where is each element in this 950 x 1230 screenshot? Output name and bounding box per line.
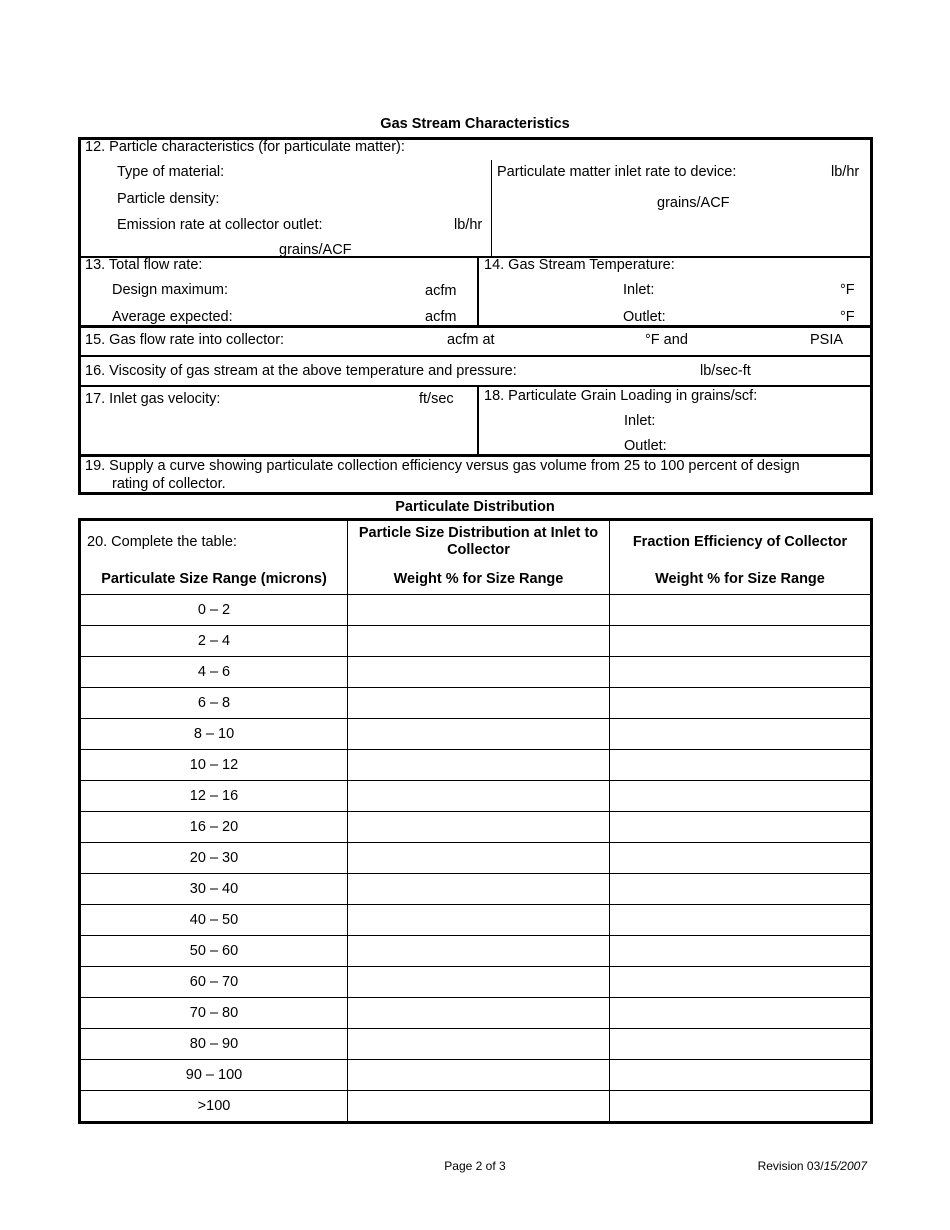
table-row — [80, 1091, 872, 1123]
table-row — [80, 781, 872, 812]
size-range-cell: 50 – 60 — [80, 936, 348, 967]
q15-unit-acfm: acfm at — [447, 332, 495, 348]
size-range-cell: 40 – 50 — [80, 905, 348, 936]
divider — [78, 355, 873, 357]
particulate-distribution-table — [78, 518, 873, 1124]
size-range-cell: >100 — [80, 1091, 348, 1123]
divider — [491, 160, 492, 257]
size-range-cell: 6 – 8 — [80, 688, 348, 719]
efficiency-weight-cell[interactable] — [610, 812, 872, 843]
type-of-material-label: Type of material: — [117, 164, 225, 180]
q16-unit: lb/sec-ft — [700, 363, 751, 379]
size-range-cell: 2 – 4 — [80, 626, 348, 657]
inlet-weight-cell[interactable] — [348, 1060, 610, 1091]
inlet-weight-cell[interactable] — [348, 874, 610, 905]
divider — [78, 325, 873, 328]
col3-header: Fraction Efficiency of Collector — [610, 520, 872, 564]
inlet-weight-cell[interactable] — [348, 657, 610, 688]
efficiency-weight-cell[interactable] — [610, 998, 872, 1029]
size-range-cell: 30 – 40 — [80, 874, 348, 905]
table-row — [80, 719, 872, 750]
efficiency-weight-cell[interactable] — [610, 657, 872, 688]
q19-line1: 19. Supply a curve showing particulate collection efficiency versus gas volume from 25 to 100 percent of design — [85, 458, 800, 474]
inlet-weight-cell[interactable] — [348, 936, 610, 967]
emission-unit-lbhr: lb/hr — [454, 217, 483, 233]
loading-outlet-label: Outlet: — [624, 438, 667, 454]
emission-rate-label: Emission rate at collector outlet: — [117, 217, 323, 233]
q19-line2: rating of collector. — [112, 476, 226, 492]
inlet-weight-cell[interactable] — [348, 719, 610, 750]
efficiency-weight-cell[interactable] — [610, 688, 872, 719]
efficiency-weight-cell[interactable] — [610, 1060, 872, 1091]
table-row — [80, 750, 872, 781]
table-row — [80, 905, 872, 936]
q12-label: 12. Particle characteristics (for particulate matter): — [85, 139, 405, 155]
efficiency-weight-cell[interactable] — [610, 626, 872, 657]
size-range-cell: 16 – 20 — [80, 812, 348, 843]
divider — [477, 257, 479, 326]
table-row — [80, 657, 872, 688]
inlet-unit-lbhr: lb/hr — [831, 164, 860, 180]
revision-date-italic: 15/2007 — [823, 1159, 867, 1173]
size-range-cell: 70 – 80 — [80, 998, 348, 1029]
table-row — [80, 998, 872, 1029]
table-row — [80, 1060, 872, 1091]
sub-header-size-range: Particulate Size Range (microns) — [80, 564, 348, 595]
table-row — [80, 595, 872, 626]
efficiency-weight-cell[interactable] — [610, 595, 872, 626]
page-number: Page 2 of 3 — [444, 1159, 506, 1173]
q20-label: 20. Complete the table: — [80, 520, 348, 564]
size-range-cell: 10 – 12 — [80, 750, 348, 781]
efficiency-weight-cell[interactable] — [610, 936, 872, 967]
inlet-rate-label: Particulate matter inlet rate to device: — [497, 164, 737, 180]
table-row — [80, 626, 872, 657]
inlet-weight-cell[interactable] — [348, 1091, 610, 1123]
size-range-cell: 0 – 2 — [80, 595, 348, 626]
temp-inlet-label: Inlet: — [623, 282, 655, 298]
q15-unit-psia: PSIA — [810, 332, 844, 348]
inlet-weight-cell[interactable] — [348, 905, 610, 936]
efficiency-weight-cell[interactable] — [610, 1029, 872, 1060]
inlet-unit-grains: grains/ACF — [657, 195, 730, 211]
table-row — [80, 874, 872, 905]
design-max-label: Design maximum: — [112, 282, 229, 298]
temp-outlet-unit: °F — [840, 309, 855, 325]
size-range-cell: 8 – 10 — [80, 719, 348, 750]
revision-label: Revision 03/ — [757, 1159, 824, 1173]
col2-header: Particle Size Distribution at Inlet to Collector — [348, 520, 610, 564]
size-range-cell: 60 – 70 — [80, 967, 348, 998]
sub-header-weight-efficiency: Weight % for Size Range — [610, 564, 872, 595]
efficiency-weight-cell[interactable] — [610, 1091, 872, 1123]
average-label: Average expected: — [112, 309, 233, 325]
efficiency-weight-cell[interactable] — [610, 905, 872, 936]
inlet-weight-cell[interactable] — [348, 967, 610, 998]
efficiency-weight-cell[interactable] — [610, 750, 872, 781]
emission-unit-grains: grains/ACF — [279, 242, 352, 256]
inlet-weight-cell[interactable] — [348, 843, 610, 874]
inlet-weight-cell[interactable] — [348, 595, 610, 626]
size-range-cell: 80 – 90 — [80, 1029, 348, 1060]
q17-label: 17. Inlet gas velocity: — [85, 391, 221, 407]
efficiency-weight-cell[interactable] — [610, 719, 872, 750]
q16-label: 16. Viscosity of gas stream at the above temperature and pressure: — [85, 363, 517, 379]
temp-outlet-label: Outlet: — [623, 309, 666, 325]
size-range-cell: 90 – 100 — [80, 1060, 348, 1091]
inlet-weight-cell[interactable] — [348, 626, 610, 657]
q13-label: 13. Total flow rate: — [85, 257, 203, 273]
loading-inlet-label: Inlet: — [624, 413, 656, 429]
inlet-weight-cell[interactable] — [348, 750, 610, 781]
size-range-cell: 12 – 16 — [80, 781, 348, 812]
section-title: Gas Stream Characteristics — [380, 116, 570, 132]
divider — [78, 385, 873, 387]
divider — [477, 386, 479, 455]
inlet-weight-cell[interactable] — [348, 688, 610, 719]
average-unit: acfm — [425, 309, 457, 325]
q14-label: 14. Gas Stream Temperature: — [484, 257, 675, 273]
inlet-weight-cell[interactable] — [348, 998, 610, 1029]
distribution-title: Particulate Distribution — [395, 499, 555, 515]
inlet-weight-cell[interactable] — [348, 781, 610, 812]
efficiency-weight-cell[interactable] — [610, 781, 872, 812]
inlet-weight-cell[interactable] — [348, 1029, 610, 1060]
table-row — [80, 812, 872, 843]
table-row — [80, 1029, 872, 1060]
inlet-weight-cell[interactable] — [348, 812, 610, 843]
q15-label: 15. Gas flow rate into collector: — [85, 332, 285, 348]
efficiency-weight-cell[interactable] — [610, 967, 872, 998]
efficiency-weight-cell[interactable] — [610, 874, 872, 905]
table-row — [80, 967, 872, 998]
design-max-unit: acfm — [425, 283, 457, 299]
q18-label: 18. Particulate Grain Loading in grains/scf: — [484, 388, 758, 404]
table-row — [80, 688, 872, 719]
table-row — [80, 843, 872, 874]
efficiency-weight-cell[interactable] — [610, 843, 872, 874]
temp-inlet-unit: °F — [840, 282, 855, 298]
divider — [78, 454, 873, 457]
size-range-cell: 4 – 6 — [80, 657, 348, 688]
q17-unit: ft/sec — [419, 391, 454, 407]
size-range-cell: 20 – 30 — [80, 843, 348, 874]
q15-unit-f: °F and — [645, 332, 688, 348]
table-row — [80, 936, 872, 967]
particle-density-label: Particle density: — [117, 191, 220, 207]
sub-header-weight-inlet: Weight % for Size Range — [348, 564, 610, 595]
revision-date — [758, 1158, 867, 1175]
